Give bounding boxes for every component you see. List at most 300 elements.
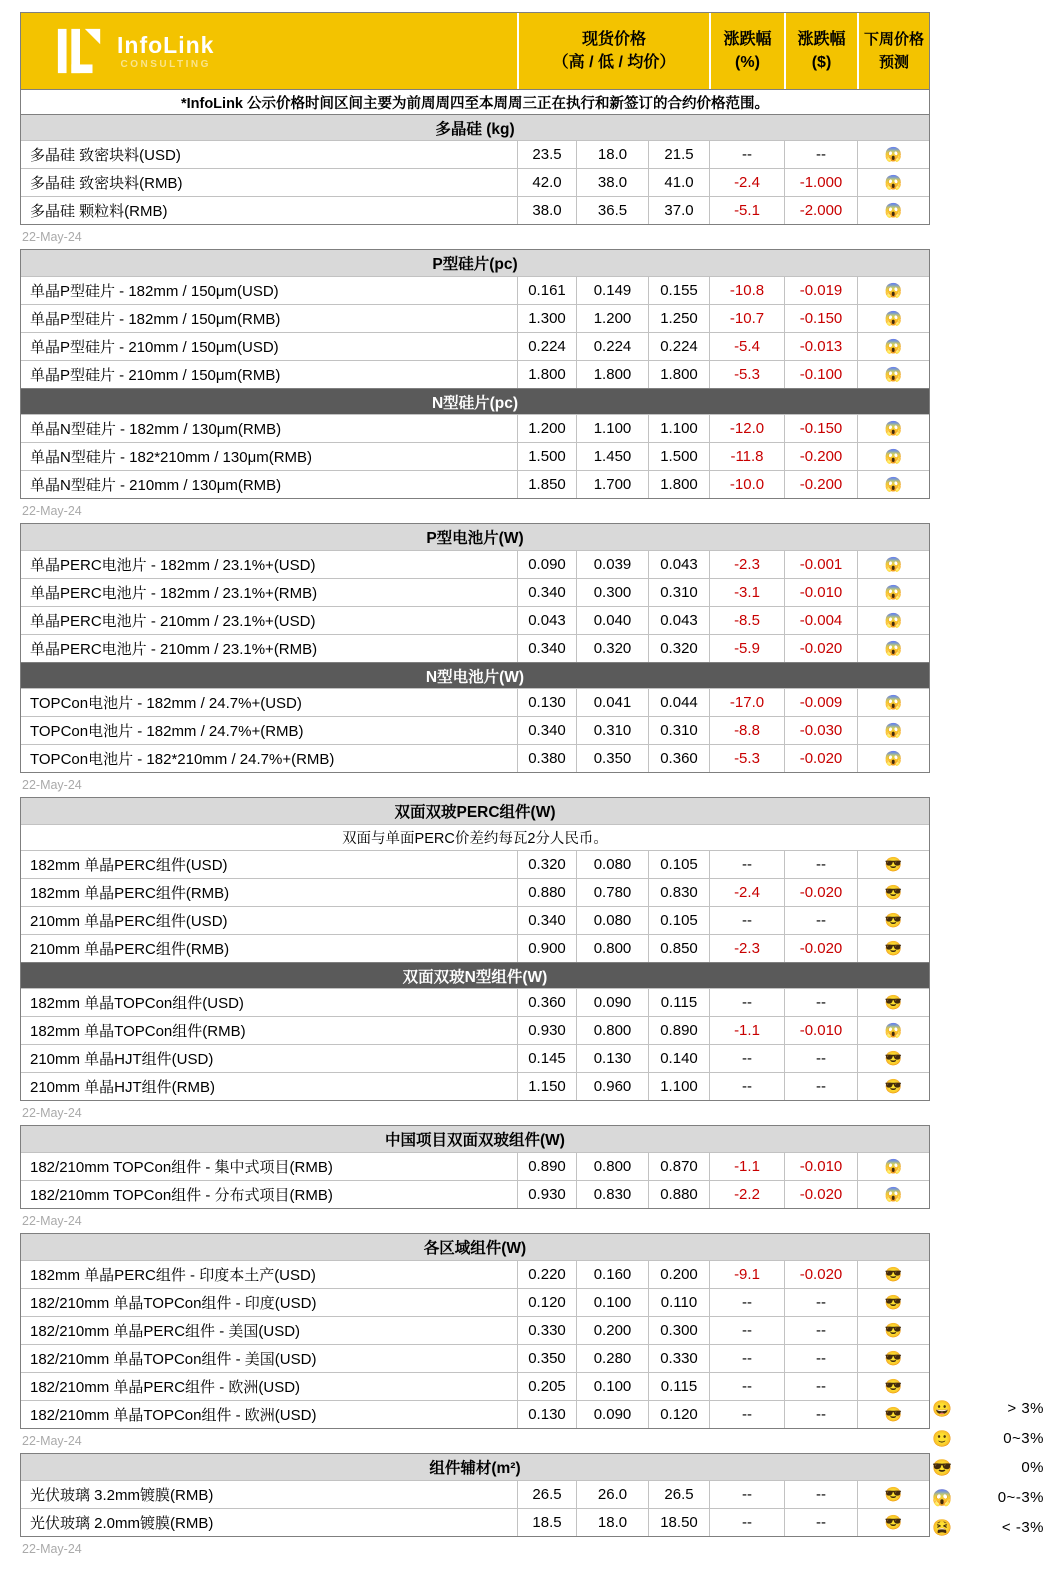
price-low-cell: 18.0	[576, 1509, 648, 1536]
spot-price-label-line1: 现货价格	[581, 31, 646, 48]
price-low-cell: 26.0	[576, 1481, 648, 1508]
change-pct-cell: -5.3	[709, 745, 784, 772]
product-label: 光伏玻璃 2.0mm镀膜(RMB)	[30, 1515, 214, 1532]
product-label: TOPCon电池片 - 182*210mm / 24.7%+(RMB)	[30, 751, 335, 768]
product-label: 182/210mm TOPCon组件 - 分布式项目(RMB)	[30, 1187, 333, 1204]
price-low-cell: 0.080	[576, 851, 648, 878]
price-low-cell: 0.350	[576, 745, 648, 772]
forecast-cell	[857, 1373, 929, 1400]
cool-emoji-icon: 😎	[884, 1350, 903, 1367]
price-low-cell: 0.040	[576, 607, 648, 634]
price-avg-cell: 0.870	[648, 1153, 709, 1180]
scream-emoji-icon: 😱	[884, 448, 903, 465]
price-avg-cell: 0.115	[648, 989, 709, 1016]
price-avg-cell: 0.115	[648, 1373, 709, 1400]
legend-label: < -3%	[1001, 1518, 1044, 1536]
change-usd-cell: -0.030	[784, 717, 857, 744]
change-pct-cell: --	[709, 1509, 784, 1536]
change-pct-cell: -17.0	[709, 689, 784, 716]
price-avg-cell: 0.043	[648, 607, 709, 634]
price-avg-cell: 0.830	[648, 879, 709, 906]
product-label: 单晶P型硅片 - 210mm / 150μm(RMB)	[30, 367, 281, 384]
scream-emoji-icon: 😱	[884, 338, 903, 355]
change-usd-cell: -0.020	[784, 935, 857, 962]
change-pct-cell: --	[709, 1317, 784, 1344]
price-high-cell: 1.500	[517, 443, 576, 470]
price-avg-cell: 0.043	[648, 551, 709, 578]
price-row	[21, 1072, 929, 1100]
product-label: 210mm 单晶PERC组件(USD)	[30, 913, 228, 930]
forecast-cell	[857, 197, 929, 224]
forecast-cell	[857, 1045, 929, 1072]
change-pct-cell: -2.3	[709, 935, 784, 962]
price-avg-cell: 0.300	[648, 1317, 709, 1344]
product-label: 182/210mm 单晶PERC组件 - 欧洲(USD)	[30, 1379, 301, 1396]
change-usd-cell: -2.000	[784, 197, 857, 224]
price-low-cell: 0.149	[576, 277, 648, 304]
forecast-cell	[857, 1017, 929, 1044]
price-avg-cell: 1.800	[648, 471, 709, 498]
date-label: 22-May-24	[22, 1106, 82, 1120]
price-avg-cell: 0.110	[648, 1289, 709, 1316]
cool-emoji-icon: 😎	[884, 1486, 903, 1503]
forecast-cell	[857, 333, 929, 360]
change-pct-cell: -3.1	[709, 579, 784, 606]
price-low-cell: 0.041	[576, 689, 648, 716]
change-usd-cell: --	[784, 907, 857, 934]
change-usd-cell: --	[784, 1317, 857, 1344]
change-usd-cell: --	[784, 1073, 857, 1100]
price-avg-cell: 1.500	[648, 443, 709, 470]
forecast-cell	[857, 415, 929, 442]
product-label: 单晶PERC电池片 - 182mm / 23.1%+(USD)	[30, 557, 316, 574]
legend-item	[932, 1483, 1044, 1513]
scream-emoji-icon: 😱	[884, 1186, 903, 1203]
price-row	[21, 1016, 929, 1044]
cool-emoji-icon: 😎	[884, 1078, 903, 1095]
product-label: 182mm 单晶TOPCon组件(USD)	[30, 995, 244, 1012]
forecast-cell	[857, 717, 929, 744]
price-low-cell: 0.800	[576, 1153, 648, 1180]
price-row	[21, 606, 929, 634]
price-high-cell: 0.340	[517, 717, 576, 744]
section-header: P型电池片(W)	[21, 524, 929, 550]
price-row	[21, 878, 929, 906]
price-low-cell: 38.0	[576, 169, 648, 196]
forecast-legend	[932, 1394, 1044, 1542]
price-high-cell: 0.120	[517, 1289, 576, 1316]
price-row	[21, 470, 929, 498]
price-row	[21, 1044, 929, 1072]
legend-label: > 3%	[1007, 1400, 1044, 1418]
price-high-cell: 1.800	[517, 361, 576, 388]
legend-label: 0~3%	[1003, 1429, 1044, 1447]
change-usd-cell: --	[784, 851, 857, 878]
scream-emoji-icon: 😱	[884, 584, 903, 601]
cool-emoji-icon: 😎	[884, 912, 903, 929]
product-label: 多晶硅 颗粒料(RMB)	[30, 203, 168, 220]
forecast-cell	[857, 1317, 929, 1344]
change-pct-cell: -11.8	[709, 443, 784, 470]
forecast-cell	[857, 471, 929, 498]
product-label: 182/210mm 单晶TOPCon组件 - 欧洲(USD)	[30, 1407, 317, 1424]
change-pct-cell: -2.2	[709, 1181, 784, 1208]
price-high-cell: 0.130	[517, 1401, 576, 1428]
price-row	[21, 414, 929, 442]
date-label: 22-May-24	[22, 1434, 82, 1448]
forecast-cell	[857, 745, 929, 772]
scream-emoji-icon: 😱	[884, 310, 903, 327]
forecast-cell	[857, 1153, 929, 1180]
smile-emoji-icon: 🙂	[932, 1428, 952, 1448]
price-high-cell: 1.150	[517, 1073, 576, 1100]
forecast-cell	[857, 935, 929, 962]
scream-emoji-icon: 😱	[884, 722, 903, 739]
change-usd-cell: -0.020	[784, 1261, 857, 1288]
scream-emoji-icon: 😱	[884, 476, 903, 493]
table-blocks-container	[20, 225, 930, 1561]
change-usd-cell: -1.000	[784, 169, 857, 196]
change-usd-cell: --	[784, 1345, 857, 1372]
change-usd-cell: --	[784, 1289, 857, 1316]
change-usd-cell: --	[784, 1509, 857, 1536]
price-low-cell: 0.100	[576, 1373, 648, 1400]
change-usd-cell: -0.020	[784, 1181, 857, 1208]
scream-emoji-icon: 😱	[932, 1488, 952, 1508]
price-row	[21, 988, 929, 1016]
price-avg-cell: 0.155	[648, 277, 709, 304]
price-high-cell: 0.220	[517, 1261, 576, 1288]
forecast-label-line1: 下周价格	[863, 31, 924, 48]
price-high-cell: 0.145	[517, 1045, 576, 1072]
scream-emoji-icon: 😱	[884, 1022, 903, 1039]
date-label: 22-May-24	[22, 778, 82, 792]
change-usd-cell: -0.010	[784, 1017, 857, 1044]
price-high-cell: 1.300	[517, 305, 576, 332]
price-low-cell: 0.080	[576, 907, 648, 934]
forecast-cell	[857, 1401, 929, 1428]
forecast-cell	[857, 1261, 929, 1288]
column-header-forecast	[857, 13, 929, 89]
price-notice: *InfoLink 公示价格时间区间主要为前周周四至本周周三正在执行和新签订的合约价格范围。	[21, 89, 929, 114]
price-high-cell: 0.340	[517, 907, 576, 934]
change-usd-cell: -0.150	[784, 415, 857, 442]
section-header: 组件辅材(m²)	[21, 1454, 929, 1480]
price-avg-cell: 0.200	[648, 1261, 709, 1288]
price-high-cell: 0.380	[517, 745, 576, 772]
change-pct-cell: --	[709, 1373, 784, 1400]
section-note: 双面与单面PERC价差约每瓦2分人民币。	[21, 824, 929, 850]
product-label: 单晶N型硅片 - 182*210mm / 130μm(RMB)	[30, 449, 313, 466]
cool-emoji-icon: 😎	[884, 994, 903, 1011]
price-avg-cell: 0.105	[648, 907, 709, 934]
change-pct-cell: -2.3	[709, 551, 784, 578]
scream-emoji-icon: 😱	[884, 1158, 903, 1175]
price-high-cell: 0.340	[517, 635, 576, 662]
price-low-cell: 0.200	[576, 1317, 648, 1344]
price-avg-cell: 1.800	[648, 361, 709, 388]
cool-emoji-icon: 😎	[884, 1050, 903, 1067]
change-usd-cell: -0.200	[784, 443, 857, 470]
change-usd-cell: -0.013	[784, 333, 857, 360]
forecast-cell	[857, 551, 929, 578]
cool-emoji-icon: 😎	[884, 1266, 903, 1283]
price-avg-cell: 0.330	[648, 1345, 709, 1372]
price-low-cell: 0.090	[576, 989, 648, 1016]
price-row	[21, 1508, 929, 1536]
price-row	[21, 1480, 929, 1508]
price-low-cell: 0.280	[576, 1345, 648, 1372]
price-row	[21, 744, 929, 772]
price-avg-cell: 0.120	[648, 1401, 709, 1428]
legend-item	[932, 1512, 1044, 1542]
product-label: 182/210mm 单晶PERC组件 - 美国(USD)	[30, 1323, 301, 1340]
price-row	[21, 168, 929, 196]
change-pct-label-line1: 涨跌幅	[723, 31, 772, 48]
legend-item	[932, 1394, 1044, 1424]
cool-emoji-icon: 😎	[884, 940, 903, 957]
price-table-block	[20, 12, 930, 225]
forecast-cell	[857, 443, 929, 470]
forecast-cell	[857, 635, 929, 662]
section-header: 双面双玻N型组件(W)	[21, 962, 929, 988]
price-low-cell: 0.160	[576, 1261, 648, 1288]
change-usd-cell: -0.200	[784, 471, 857, 498]
legend-label: 0~-3%	[997, 1489, 1044, 1507]
column-header-change-usd	[784, 13, 857, 89]
price-row	[21, 634, 929, 662]
forecast-cell	[857, 989, 929, 1016]
price-table-block	[20, 1125, 930, 1209]
price-high-cell: 42.0	[517, 169, 576, 196]
price-row	[21, 1260, 929, 1288]
price-low-cell: 1.700	[576, 471, 648, 498]
brand-subtitle: CONSULTING	[120, 58, 211, 70]
change-usd-label-line2: ($)	[811, 54, 832, 71]
price-row	[21, 1372, 929, 1400]
price-high-cell: 18.5	[517, 1509, 576, 1536]
change-usd-cell: -0.020	[784, 635, 857, 662]
change-pct-cell: --	[709, 1345, 784, 1372]
product-label: 210mm 单晶HJT组件(USD)	[30, 1051, 214, 1068]
price-row	[21, 1288, 929, 1316]
price-high-cell: 0.930	[517, 1017, 576, 1044]
forecast-cell	[857, 1181, 929, 1208]
change-pct-cell: -1.1	[709, 1153, 784, 1180]
grin-emoji-icon: 😀	[932, 1399, 952, 1419]
section-header: N型电池片(W)	[21, 662, 929, 688]
cool-emoji-icon: 😎	[884, 1406, 903, 1423]
scream-emoji-icon: 😱	[884, 282, 903, 299]
price-high-cell: 0.880	[517, 879, 576, 906]
product-label: 182mm 单晶PERC组件 - 印度本土产(USD)	[30, 1267, 316, 1284]
section-header: 多晶硅 (kg)	[21, 114, 929, 140]
scream-emoji-icon: 😱	[884, 146, 903, 163]
change-usd-cell: --	[784, 1045, 857, 1072]
price-high-cell: 0.161	[517, 277, 576, 304]
price-high-cell: 0.043	[517, 607, 576, 634]
change-usd-cell: --	[784, 1481, 857, 1508]
forecast-cell	[857, 689, 929, 716]
price-high-cell: 0.340	[517, 579, 576, 606]
change-pct-cell: --	[709, 141, 784, 168]
product-label: 210mm 单晶HJT组件(RMB)	[30, 1079, 216, 1096]
forecast-cell	[857, 607, 929, 634]
price-high-cell: 0.890	[517, 1153, 576, 1180]
price-high-cell: 0.130	[517, 689, 576, 716]
product-label: 光伏玻璃 3.2mm镀膜(RMB)	[30, 1487, 214, 1504]
price-low-cell: 0.780	[576, 879, 648, 906]
weary-emoji-icon: 😫	[932, 1517, 952, 1537]
product-label: TOPCon电池片 - 182mm / 24.7%+(RMB)	[30, 723, 304, 740]
price-low-cell: 0.830	[576, 1181, 648, 1208]
table-header	[21, 13, 929, 89]
change-pct-cell: --	[709, 851, 784, 878]
forecast-cell	[857, 907, 929, 934]
change-pct-cell: -10.7	[709, 305, 784, 332]
price-row	[21, 1316, 929, 1344]
change-pct-cell: -8.8	[709, 717, 784, 744]
change-usd-cell: -0.010	[784, 579, 857, 606]
change-usd-cell: --	[784, 141, 857, 168]
price-row	[21, 196, 929, 224]
change-usd-cell: -0.150	[784, 305, 857, 332]
product-label: 单晶PERC电池片 - 210mm / 23.1%+(USD)	[30, 613, 316, 630]
product-label: 182/210mm TOPCon组件 - 集中式项目(RMB)	[30, 1159, 333, 1176]
cool-emoji-icon: 😎	[884, 1322, 903, 1339]
price-avg-cell: 0.310	[648, 717, 709, 744]
infolink-logo-icon	[55, 26, 105, 76]
section-header: N型硅片(pc)	[21, 388, 929, 414]
change-pct-cell: --	[709, 989, 784, 1016]
change-pct-cell: --	[709, 1289, 784, 1316]
forecast-cell	[857, 1509, 929, 1536]
forecast-cell	[857, 851, 929, 878]
price-row	[21, 906, 929, 934]
change-usd-cell: -0.020	[784, 879, 857, 906]
change-pct-cell: -1.1	[709, 1017, 784, 1044]
price-row	[21, 1180, 929, 1208]
price-high-cell: 0.330	[517, 1317, 576, 1344]
price-row	[21, 332, 929, 360]
price-avg-cell: 1.250	[648, 305, 709, 332]
price-low-cell: 0.039	[576, 551, 648, 578]
price-high-cell: 0.090	[517, 551, 576, 578]
date-label: 22-May-24	[22, 1542, 82, 1556]
product-label: 多晶硅 致密块料(USD)	[30, 147, 181, 164]
price-low-cell: 1.100	[576, 415, 648, 442]
price-avg-cell: 0.320	[648, 635, 709, 662]
change-pct-cell: -12.0	[709, 415, 784, 442]
scream-emoji-icon: 😱	[884, 420, 903, 437]
price-low-cell: 1.200	[576, 305, 648, 332]
forecast-cell	[857, 141, 929, 168]
price-avg-cell: 0.890	[648, 1017, 709, 1044]
infolink-logo-text	[117, 32, 214, 71]
change-pct-cell: -5.1	[709, 197, 784, 224]
price-row	[21, 1152, 929, 1180]
change-usd-cell: -0.004	[784, 607, 857, 634]
cool-emoji-icon: 😎	[884, 1378, 903, 1395]
product-label: 182/210mm 单晶TOPCon组件 - 印度(USD)	[30, 1295, 317, 1312]
price-avg-cell: 0.850	[648, 935, 709, 962]
price-row	[21, 688, 929, 716]
spot-price-label-line2: （高 / 低 / 均价）	[552, 54, 676, 71]
price-avg-cell: 41.0	[648, 169, 709, 196]
price-high-cell: 0.224	[517, 333, 576, 360]
scream-emoji-icon: 😱	[884, 694, 903, 711]
price-row	[21, 442, 929, 470]
scream-emoji-icon: 😱	[884, 556, 903, 573]
section-header: 双面双玻PERC组件(W)	[21, 798, 929, 824]
change-usd-cell: --	[784, 1401, 857, 1428]
change-pct-cell: --	[709, 1401, 784, 1428]
price-low-cell: 0.300	[576, 579, 648, 606]
product-label: 182mm 单晶PERC组件(USD)	[30, 857, 228, 874]
price-row	[21, 304, 929, 332]
price-low-cell: 0.130	[576, 1045, 648, 1072]
column-header-spot-price	[517, 13, 709, 89]
change-usd-cell: -0.010	[784, 1153, 857, 1180]
forecast-cell	[857, 579, 929, 606]
product-label: 单晶PERC电池片 - 182mm / 23.1%+(RMB)	[30, 585, 318, 602]
price-avg-cell: 37.0	[648, 197, 709, 224]
price-high-cell: 38.0	[517, 197, 576, 224]
price-table-block	[20, 249, 930, 499]
price-high-cell: 1.200	[517, 415, 576, 442]
product-label: 单晶PERC电池片 - 210mm / 23.1%+(RMB)	[30, 641, 318, 658]
price-row	[21, 1400, 929, 1428]
price-row	[21, 360, 929, 388]
price-row	[21, 934, 929, 962]
change-usd-label-line1: 涨跌幅	[797, 31, 846, 48]
price-row	[21, 850, 929, 878]
price-sheet	[20, 12, 930, 1561]
change-pct-cell: --	[709, 907, 784, 934]
brand-name: InfoLink	[117, 31, 215, 58]
price-high-cell: 0.320	[517, 851, 576, 878]
price-low-cell: 0.090	[576, 1401, 648, 1428]
forecast-cell	[857, 169, 929, 196]
price-high-cell: 1.850	[517, 471, 576, 498]
price-table-block	[20, 1453, 930, 1537]
change-pct-cell: --	[709, 1045, 784, 1072]
change-pct-label-line2: (%)	[735, 54, 760, 71]
column-header-change-pct	[709, 13, 784, 89]
price-high-cell: 0.930	[517, 1181, 576, 1208]
scream-emoji-icon: 😱	[884, 174, 903, 191]
cool-emoji-icon: 😎	[884, 856, 903, 873]
price-low-cell: 0.800	[576, 1017, 648, 1044]
scream-emoji-icon: 😱	[884, 202, 903, 219]
change-usd-cell: -0.019	[784, 277, 857, 304]
date-label: 22-May-24	[22, 504, 82, 518]
product-label: 单晶P型硅片 - 182mm / 150μm(RMB)	[30, 311, 281, 328]
price-table-block	[20, 523, 930, 773]
price-avg-cell: 0.880	[648, 1181, 709, 1208]
legend-item	[932, 1424, 1044, 1454]
scream-emoji-icon: 😱	[884, 750, 903, 767]
forecast-cell	[857, 305, 929, 332]
price-table-block	[20, 1233, 930, 1429]
change-usd-cell: -0.001	[784, 551, 857, 578]
price-avg-cell: 0.360	[648, 745, 709, 772]
forecast-cell	[857, 879, 929, 906]
forecast-cell	[857, 361, 929, 388]
section-header: P型硅片(pc)	[21, 250, 929, 276]
product-label: 单晶P型硅片 - 210mm / 150μm(USD)	[30, 339, 279, 356]
price-low-cell: 1.800	[576, 361, 648, 388]
